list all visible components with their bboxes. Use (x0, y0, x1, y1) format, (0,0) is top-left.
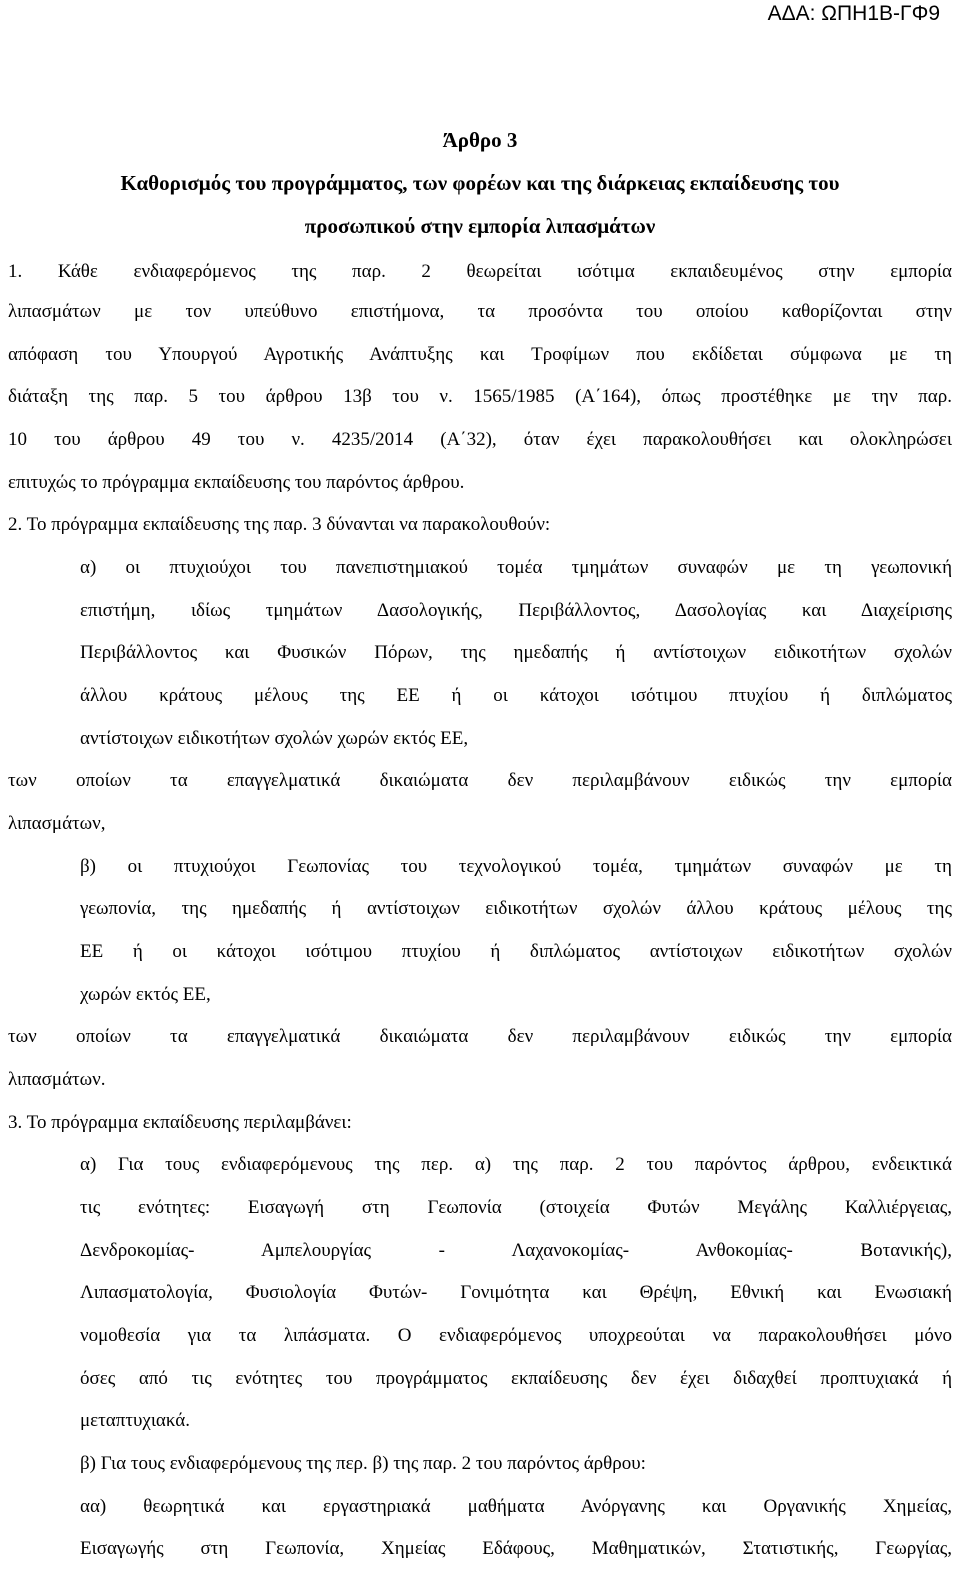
item-a-continuation: των οποίων τα επαγγελματικά δικαιώματα δεν περιλαμβάνουν ειδικώς την εμπορία (8, 770, 952, 791)
item-a-line: α) οι πτυχιούχοι του πανεπιστημιακού τομέα τμημάτων συναφών με τη γεωπονική (80, 557, 952, 578)
paragraph-3-heading: 3. Το πρόγραμμα εκπαίδευσης περιλαμβάνει: (8, 1112, 352, 1133)
paragraph-2-heading: 2. Το πρόγραμμα εκπαίδευσης της παρ. 3 δύνανται να παρακολουθούν: (8, 514, 551, 535)
item-b-continuation: λιπασμάτων. (8, 1069, 106, 1090)
paragraph-1-line: απόφαση του Υπουργού Αγροτικής Ανάπτυξης και Τροφίμων που εκδίδεται σύμφωνα με τη (8, 344, 952, 365)
program-a-line: μεταπτυχιακά. (80, 1410, 191, 1431)
item-b-line: γεωπονία, της ημεδαπής ή αντίστοιχων ειδικοτήτων σχολών άλλου κράτους μέλους της (80, 898, 952, 919)
program-a-line: Λιπασματολογία, Φυσιολογία Φυτών- Γονιμότητα και Θρέψη, Εθνική και Ενωσιακή (80, 1282, 952, 1303)
item-a-line: Περιβάλλοντος και Φυσικών Πόρων, της ημεδαπής ή αντίστοιχων ειδικοτήτων σχολών (80, 642, 952, 663)
program-a-line: α) Για τους ενδιαφερόμενους της περ. α) της παρ. 2 του παρόντος άρθρου, ενδεικτικά (80, 1154, 952, 1175)
program-b-heading: β) Για τους ενδιαφερόμενους της περ. β) της παρ. 2 του παρόντος άρθρου: (80, 1453, 646, 1474)
item-b-line: ΕΕ ή οι κάτοχοι ισότιμου πτυχίου ή διπλώματος αντίστοιχων ειδικοτήτων σχολών (80, 941, 952, 962)
article-title-line-1: Καθορισμός του προγράμματος, των φορέων και της διάρκειας εκπαίδευσης του (120, 171, 840, 195)
item-a-line: άλλου κράτους μέλους της ΕΕ ή οι κάτοχοι ισότιμου πτυχίου ή διπλώματος (80, 685, 952, 706)
item-a-line: επιστήμη, ιδίως τμημάτων Δασολογικής, Περιβάλλοντος, Δασολογίας και Διαχείρισης (80, 600, 952, 621)
program-b-line: Εισαγωγής στη Γεωπονία, Χημείας Εδάφους, Μαθηματικών, Στατιστικής, Γεωργίας, (80, 1538, 952, 1559)
article-title-line-2: προσωπικού στην εμπορία λιπασμάτων (304, 214, 656, 238)
paragraph-1-line: λιπασμάτων με τον υπεύθυνο επιστήμονα, τα προσόντα του οποίου καθορίζονται στην (8, 301, 952, 322)
item-b-line: χωρών εκτός ΕΕ, (80, 984, 211, 1005)
item-b-continuation: των οποίων τα επαγγελματικά δικαιώματα δεν περιλαμβάνουν ειδικώς την εμπορία (8, 1026, 952, 1047)
item-a-continuation: λιπασμάτων, (8, 813, 106, 834)
paragraph-1-line: 1. Κάθε ενδιαφερόμενος της παρ. 2 θεωρείται ισότιμα εκπαιδευμένος στην εμπορία (8, 261, 952, 282)
program-b-line: αα) θεωρητικά και εργαστηριακά μαθήματα Ανόργανης και Οργανικής Χημείας, (80, 1496, 952, 1517)
ada-code: ΑΔΑ: ΩΠΗ1Β-ΓΦ9 (767, 2, 940, 25)
program-a-line: όσες από τις ενότητες του προγράμματος εκπαίδευσης δεν έχει διδαχθεί προπτυχιακά ή (80, 1368, 952, 1389)
paragraph-1-line: 10 του άρθρου 49 του ν. 4235/2014 (Α΄32), όταν έχει παρακολουθήσει και ολοκληρώσει (8, 429, 952, 450)
program-a-line: νομοθεσία για τα λιπάσματα. Ο ενδιαφερόμενος υποχρεούται να παρακολουθήσει μόνο (80, 1325, 952, 1346)
program-a-line: τις ενότητες: Εισαγωγή στη Γεωπονία (στοιχεία Φυτών Μεγάλης Καλλιέργειας, (80, 1197, 952, 1218)
paragraph-1-line: διάταξη της παρ. 5 του άρθρου 13β του ν. 1565/1985 (Α΄164), όπως προστέθηκε με την παρ. (8, 386, 952, 407)
paragraph-1-line: επιτυχώς το πρόγραμμα εκπαίδευσης του παρόντος άρθρου. (8, 472, 465, 493)
item-b-line: β) οι πτυχιούχοι Γεωπονίας του τεχνολογικού τομέα, τμημάτων συναφών με τη (80, 856, 952, 877)
article-number: Άρθρο 3 (442, 128, 518, 152)
program-a-line: Δενδροκομίας- Αμπελουργίας - Λαχανοκομίας- Ανθοκομίας- Βοτανικής), (80, 1240, 952, 1261)
item-a-line: αντίστοιχων ειδικοτήτων σχολών χωρών εκτός ΕΕ, (80, 728, 469, 749)
